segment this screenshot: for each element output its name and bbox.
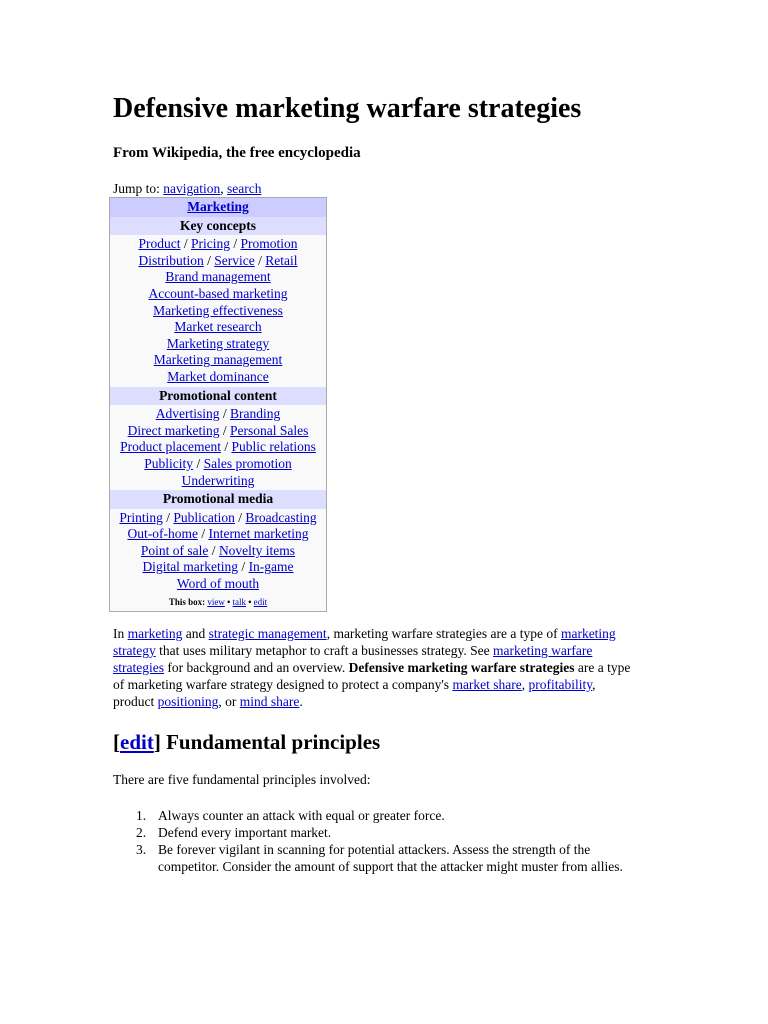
- text-run: .: [299, 694, 303, 709]
- navbox-row: [110, 352, 326, 369]
- section-heading-text: Fundamental principles: [160, 730, 381, 754]
- navbox-link[interactable]: Service: [214, 252, 255, 268]
- section-edit-link[interactable]: edit: [120, 730, 154, 754]
- navbox-row: [110, 526, 326, 543]
- navbox-link[interactable]: Word of mouth: [176, 576, 260, 592]
- text-run: , product: [113, 677, 596, 709]
- navbox-footer-dot: •: [246, 596, 254, 607]
- navbox-link[interactable]: Pricing: [190, 236, 230, 252]
- navbox-link[interactable]: Public relations: [231, 439, 316, 455]
- navbox-separator: /: [203, 252, 215, 268]
- principles-list: [113, 807, 653, 875]
- navbox-footer-label: This box:: [168, 596, 208, 607]
- navbox-separator: /: [162, 509, 174, 525]
- marketing-navbox: [109, 197, 327, 612]
- navbox-link[interactable]: Novelty items: [218, 542, 296, 558]
- list-item: [113, 807, 653, 824]
- jump-separator: ,: [220, 181, 228, 196]
- page-title: Defensive marketing warfare strategies: [113, 93, 582, 124]
- navbox-talk-link[interactable]: talk: [232, 596, 246, 607]
- jump-navigation-link[interactable]: navigation: [163, 181, 221, 196]
- navbox-link[interactable]: Internet marketing: [208, 526, 309, 542]
- navbox-link[interactable]: Market research: [174, 319, 262, 335]
- list-item: [113, 841, 653, 875]
- text-run: , marketing warfare strategies are a type of: [326, 626, 561, 641]
- navbox-link[interactable]: Digital marketing: [142, 559, 239, 575]
- jump-search-link[interactable]: search: [227, 181, 262, 196]
- navbox-group-title: Key concepts: [110, 217, 326, 236]
- navbox-edit-link[interactable]: edit: [253, 596, 268, 607]
- navbox-link[interactable]: Out-of-home: [127, 526, 198, 542]
- navbox-group-title: Promotional content: [110, 387, 326, 406]
- text-run: , or: [218, 694, 240, 709]
- navbox-row: [110, 473, 326, 490]
- navbox-link[interactable]: Direct marketing: [127, 422, 220, 438]
- list-item-number: 2.: [136, 825, 147, 840]
- navbox-link[interactable]: Marketing strategy: [166, 335, 270, 351]
- navbox-link[interactable]: Distribution: [138, 252, 204, 268]
- navbox-link[interactable]: Promotion: [240, 236, 298, 252]
- list-item: [113, 824, 653, 841]
- inline-link[interactable]: marketing: [127, 626, 183, 641]
- inline-link[interactable]: marketing strategy: [113, 626, 616, 658]
- inline-link[interactable]: market share: [452, 677, 522, 692]
- list-item-number: 1.: [136, 808, 147, 823]
- navbox-link[interactable]: Retail: [265, 252, 298, 268]
- navbox-separator: /: [219, 406, 230, 422]
- inline-link[interactable]: marketing warfare strategies: [113, 643, 593, 675]
- list-item-text: Be forever vigilant in scanning for potential attackers. Assess the strength of the competitor. Consider the amount of support that the attacker might muster from allies.: [158, 842, 623, 874]
- navbox-view-link[interactable]: view: [207, 596, 225, 607]
- edit-bracket-open: [: [113, 730, 120, 754]
- navbox-link[interactable]: Underwriting: [181, 472, 255, 488]
- navbox-header: [110, 198, 326, 217]
- navbox-row: [110, 559, 326, 576]
- navbox-row: [110, 253, 326, 270]
- navbox-group-promotional-media: [110, 509, 326, 594]
- navbox-link[interactable]: Broadcasting: [245, 509, 317, 525]
- inline-link[interactable]: strategic management: [208, 626, 327, 641]
- navbox-row: [110, 369, 326, 386]
- navbox-row: [110, 406, 326, 423]
- text-run: for background and an overview.: [163, 660, 349, 675]
- navbox-row: [110, 269, 326, 286]
- navbox-group-title: Promotional media: [110, 490, 326, 509]
- bold-term: Defensive marketing warfare strategies: [348, 660, 575, 675]
- navbox-link[interactable]: Marketing effectiveness: [153, 302, 283, 318]
- navbox-link[interactable]: Publication: [173, 509, 235, 525]
- navbox-header-link[interactable]: Marketing: [187, 199, 249, 214]
- navbox-link[interactable]: Branding: [230, 406, 281, 422]
- navbox-row: [110, 510, 326, 527]
- navbox-link[interactable]: Sales promotion: [203, 455, 292, 471]
- navbox-group-promotional-content: [110, 405, 326, 490]
- navbox-link[interactable]: Printing: [119, 509, 163, 525]
- intro-paragraph: [113, 625, 633, 710]
- list-item-number: 3.: [136, 842, 147, 857]
- text-run: that uses military metaphor to craft a businesses strategy. See: [155, 643, 494, 658]
- navbox-link[interactable]: Advertising: [155, 406, 220, 422]
- navbox-separator: /: [238, 559, 249, 575]
- navbox-link[interactable]: Marketing management: [153, 352, 283, 368]
- text-run: and: [182, 626, 209, 641]
- navbox-link[interactable]: Personal Sales: [229, 422, 309, 438]
- inline-link[interactable]: positioning: [157, 694, 219, 709]
- page-subtitle: From Wikipedia, the free encyclopedia: [113, 145, 361, 161]
- jump-to: [113, 181, 262, 197]
- jump-to-label: Jump to:: [113, 181, 164, 196]
- navbox-row: [110, 423, 326, 440]
- navbox-row: [110, 286, 326, 303]
- navbox-separator: /: [234, 509, 246, 525]
- text-run: are a type of marketing warfare strategy designed to protect a company's: [113, 660, 631, 692]
- navbox-link[interactable]: Market dominance: [167, 368, 269, 384]
- navbox-link[interactable]: Point of sale: [140, 542, 209, 558]
- navbox-link[interactable]: Brand management: [165, 269, 271, 285]
- principles-lead: There are five fundamental principles involved:: [113, 772, 371, 787]
- text-run: ,: [521, 677, 529, 692]
- navbox-row: [110, 543, 326, 560]
- navbox-row: [110, 439, 326, 456]
- navbox-separator: /: [193, 455, 204, 471]
- navbox-row: [110, 336, 326, 353]
- navbox-row: [110, 236, 326, 253]
- navbox-separator: /: [220, 439, 232, 455]
- navbox-separator: /: [229, 236, 241, 252]
- section-heading: [113, 728, 380, 756]
- navbox-link[interactable]: Publicity: [144, 455, 194, 471]
- list-item-text: Always counter an attack with equal or greater force.: [158, 808, 445, 823]
- navbox-separator: /: [197, 526, 209, 542]
- navbox-footer: [110, 594, 326, 611]
- navbox-row: [110, 576, 326, 593]
- navbox-link[interactable]: Account-based marketing: [148, 285, 288, 301]
- navbox-link[interactable]: Product placement: [120, 439, 221, 455]
- inline-link[interactable]: mind share: [239, 694, 300, 709]
- navbox-separator: /: [219, 422, 230, 438]
- navbox-row: [110, 303, 326, 320]
- list-item-text: Defend every important market.: [158, 825, 332, 840]
- navbox-separator: /: [254, 252, 266, 268]
- navbox-link[interactable]: In-game: [248, 559, 294, 575]
- navbox-group-key-concepts: [110, 235, 326, 386]
- navbox-separator: /: [180, 236, 191, 252]
- navbox-row: [110, 319, 326, 336]
- navbox-link[interactable]: Product: [138, 236, 181, 252]
- text-run: In: [113, 626, 128, 641]
- navbox-separator: /: [208, 542, 219, 558]
- edit-bracket-close: ]: [153, 730, 161, 754]
- navbox-footer-dot: •: [224, 596, 233, 607]
- navbox-row: [110, 456, 326, 473]
- inline-link[interactable]: profitability: [528, 677, 593, 692]
